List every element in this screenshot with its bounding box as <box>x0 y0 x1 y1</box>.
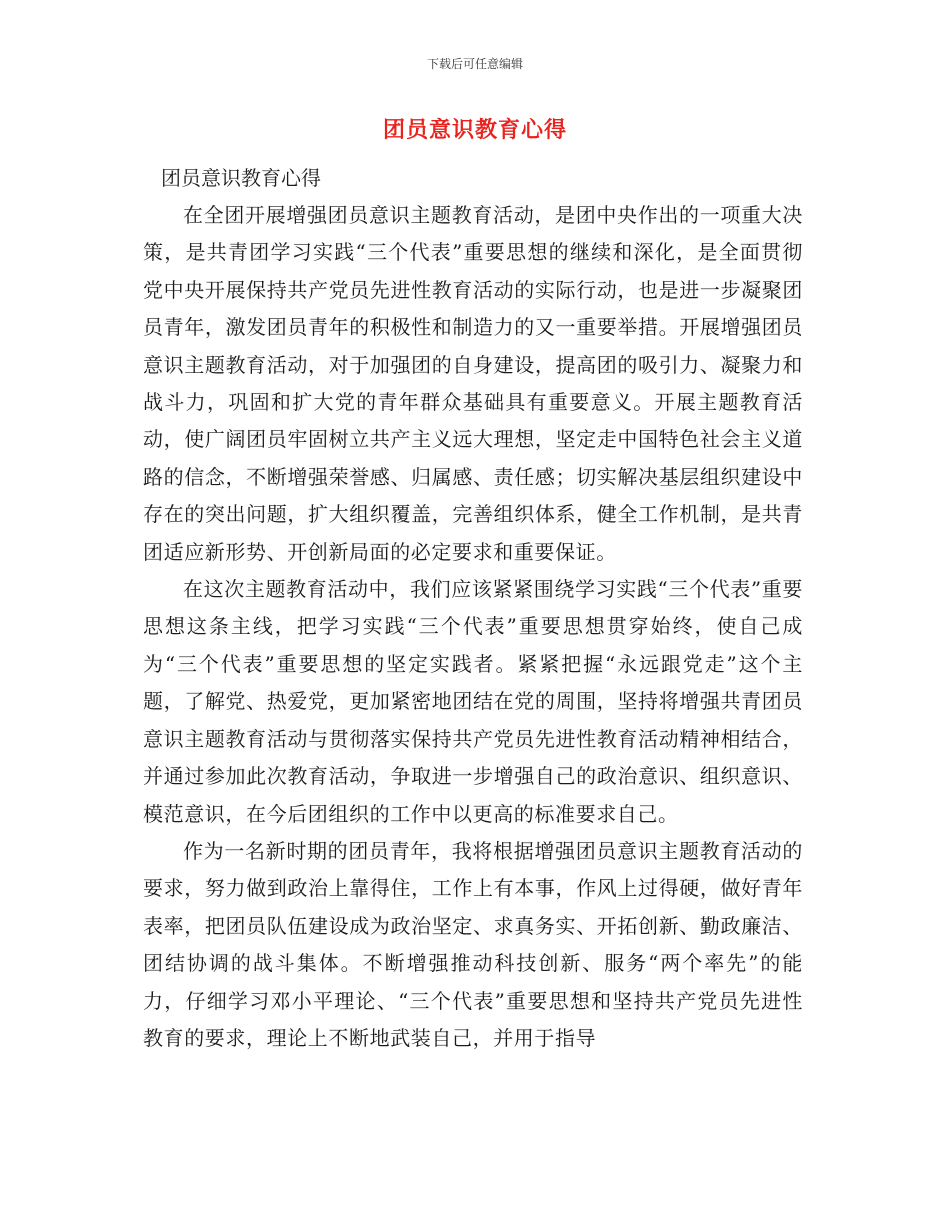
paragraph-2: 在这次主题教育活动中，我们应该紧紧围绕学习实践“三个代表”重要思想这条主线，把学习实践“三个代表”重要思想贯穿始终，使自己成为“三个代表”重要思想的坚定实践者。紧紧把握“永远跟党走”这个主题，了解党、热爱党，更加紧密地团结在党的周围，坚持将增强共青团员意识主题教育活动与贯彻落实保持共产党员先进性教育活动精神相结合，并通过参加此次教育活动，争取进一步增强自己的政治意识、组织意识、模范意识，在今后团组织的工作中以更高的标准要求自己。 <box>143 577 803 826</box>
document-title: 团员意识教育心得 <box>382 118 567 143</box>
document-subtitle: 团员意识教育心得 <box>161 166 321 190</box>
paragraph-1: 在全团开展增强团员意识主题教育活动，是团中央作出的一项重大决策，是共青团学习实践“三个代表”重要思想的继续和深化，是全面贯彻党中央开展保持共产党员先进性教育活动的实际行动，也是进一步凝聚团员青年，激发团员青年的积极性和制造力的又一重要举措。开展增强团员意识主题教育活动，对于加强团的自身建设，提高团的吸引力、凝聚力和战斗力，巩固和扩大党的青年群众基础具有重要意义。开展主题教育活动，使广阔团员牢固树立共产主义远大理想，坚定走中国特色社会主义道路的信念，不断增强荣誉感、归属感、责任感；切实解决基层组织建设中存在的突出问题，扩大组织覆盖，完善组织体系，健全工作机制，是共青团适应新形势、开创新局面的必定要求和重要保证。 <box>143 203 803 564</box>
paragraph-3: 作为一名新时期的团员青年，我将根据增强团员意识主题教育活动的要求，努力做到政治上靠得住，工作上有本事，作风上过得硬，做好青年表率，把团员队伍建设成为政治坚定、求真务实、开拓创新、勤政廉洁、团结协调的战斗集体。不断增强推动科技创新、服务“两个率先”的能力，仔细学习邓小平理论、“三个代表”重要思想和坚持共产党员先进性教育的要求，理论上不断地武装自己，并用于指导 <box>143 838 803 1050</box>
document-body <box>143 160 803 1057</box>
header-note: 下载后可任意编辑 <box>426 57 523 71</box>
